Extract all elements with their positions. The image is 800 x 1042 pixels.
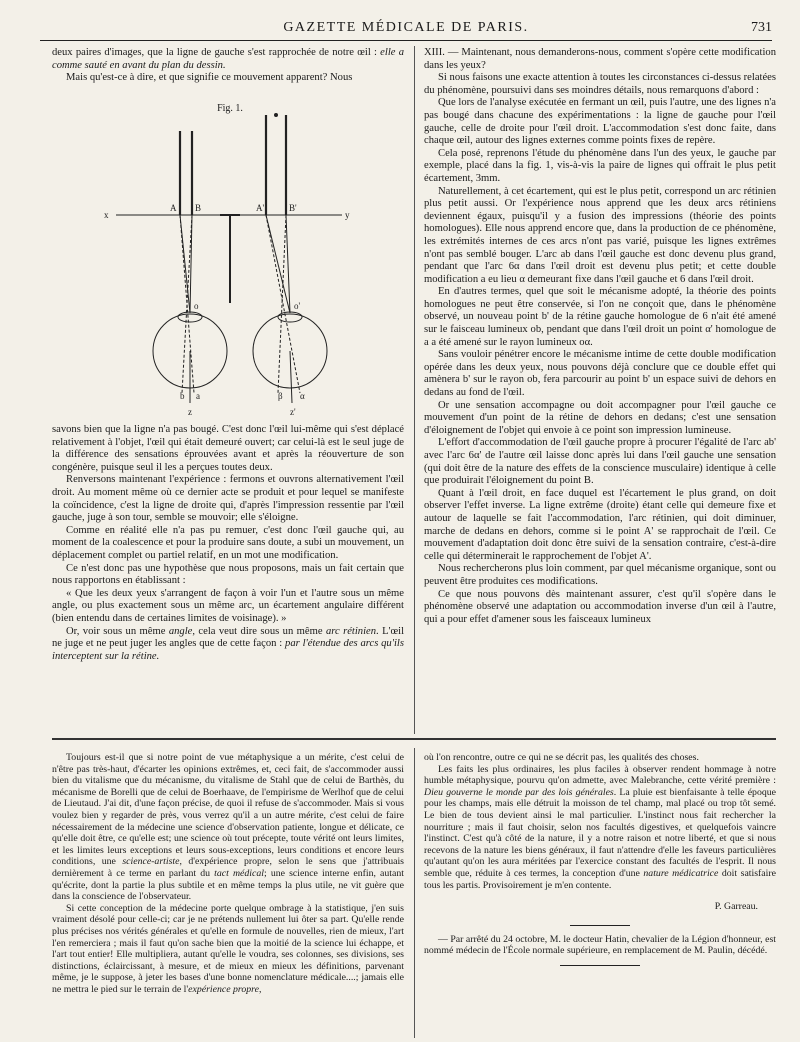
left-column-bottom [52, 424, 404, 663]
section-divider [52, 738, 776, 740]
text: . La pluie est bienfaisante à telle époque pour les champs, mais elle détruit la moisson de tel champ, mal placé ou trop tôt semé. Le bien de tous devient ainsi le mal particulier. L'instinct nous fait rechercher la nourriture ; mais il faut choisir, selon nos facultés digestives, et quelquefois vaincre l'instinct. C'est qu'à côté de la nature, il y a notre raison et notre liberté, et que si nous recevons de la nature les biens généraux, il faut n'attendre d'elle les faveurs particulières qu'autant qu'on les aura méritées par l'exercice constant des facultés de l'esprit. Il nous semble que, réduite à ces termes, la conception d'une [424, 786, 776, 879]
paragraph: savons bien que la ligne n'a pas bougé. C'est donc l'œil lui-même qui s'est déplacé relativement à l'objet, l'œil qui était demeuré ouvert; car celui-là est le seul juge de la différence des sensations éprouvées avant et après la réouverture de son congénère, puisque seul il les a perçues toutes deux. [52, 424, 404, 473]
figure-1 [60, 103, 400, 421]
paragraph [52, 626, 404, 664]
italic-text: par l'étendue des arcs qu'ils interceptent sur la rétine. [52, 638, 405, 662]
italic-text: elle a comme sauté en avant du plan du dessin. [52, 47, 404, 71]
paragraph: Naturellement, à cet écartement, qui est le plus petit, correspond un arc rétinien plus petit aussi. Or l'expérience nous apprend que les deux arcs rétiniens deviennent égaux, puisqu'il y a fusion des impressions (théorie des points homologues). Elle nous apprend encore que, dans la production de ce phénomène, les extrémités internes de ces arcs n'ont pas varié, puisque les lignes extrêmes n'ont pas semblé bouger. L'arc ab dans l'œil gauche est donc devenu plus grand, pendant que l'arc 6α dans l'œil droit est devenu plus petit; et cette double modification a eu lieu α demeurant fixe dans l'œil gauche et 6 dans l'œil droit. [424, 185, 776, 285]
italic-text: tact médical [214, 867, 264, 879]
figure-caption: Fig. 1. [217, 103, 243, 114]
paragraph: Sans vouloir pénétrer encore le mécanisme intime de cette double modification opérée dans les deux yeux, nous pouvons déjà conclure que ce double effet qui amènera b' sur le rayon ob, fera parcourir au point b' un espace suivi de dehors en dedans au fond de l'œil. [424, 349, 776, 399]
label-b: b [180, 391, 185, 401]
text: ; une science interne enfin, autant qu'écrite, dont la partie la plus subtile et en même temps la plus utile, ne vit guère que dans la conscience de l'observateur. [52, 867, 404, 903]
page-header [40, 18, 772, 41]
left-column-top [52, 47, 404, 85]
label-A2: A' [256, 203, 265, 213]
text: Si cette conception de la médecine porte quelque ombrage à la statistique, j'en suis vraiment désolé pour celle-ci; car je ne prétends nullement lui ôter sa part. Qu'elle rende plus précises nos vérités générales et qu'elle en formule de nouvelles, rien de mieux, l'art l'en remerciera ; mais il faut qu'on sache bien que la moitié de la science lui échappe, et l'art tout entier! Elle multipliera, autant qu'elle le voudra, ses colonnes, ses divisions, ses distinctions, éclaircissant, à mesure, et de mieux en mieux les définitions, parvenant même, je le suppose, à jeter les bases d'une bonne nomenclature médicale....; jamais elle ne mettra le pied sur le terrain de l' [52, 902, 404, 995]
quoted-statement: « Que les deux yeux s'arrangent de façon à voir l'un et l'autre sous un même angle, ou plus exactement sous un même arc, un écartement angulaire différent (bien entendu dans de certaines limites de voisinage). » [52, 587, 404, 624]
paragraph [52, 752, 404, 903]
text: . L'œil ne juge et ne peut juger les angles que de cette façon : [52, 625, 405, 650]
italic-text: arc rétinien [325, 625, 377, 637]
paragraph: Ce que nous pouvons dès maintenant assurer, c'est qu'il s'opère dans le phénomène observé une adaptation ou accommodation inverse d'un œil à l'autre, qui a pour effet d'amener sous les faisceaux lumineux [424, 588, 776, 625]
news-item: — Par arrêté du 24 octobre, M. le docteur Hatin, chevalier de la Légion d'honneur, est nommé médecin de l'École normale supérieure, en remplacement de M. Paulin, décédé. [424, 933, 776, 957]
italic-text: Dieu gouverne le monde par des lois générales [424, 786, 614, 798]
paragraph: Renversons maintenant l'expérience : fermons et ouvrons alternativement l'œil droit. Au moment même où ce dernier acte se produit et pour lequel se manifeste la coïncidence, c'est la ligne de droite qui, d'après l'impression ressentie par l'œil gauche, juge à son tour, semble se mouvoir; elle s'éloigne. [52, 474, 404, 524]
text: deux paires d'images, que la ligne de gauche s'est rapprochée de notre œil : [52, 47, 381, 58]
paragraph: En d'autres termes, quel que soit le mécanisme adopté, la théorie des points homologues ne peut être conservée, si l'on ne conçoit que, dans le phénomène observé, un nouveau point b' de la rétine gauche homologue de 6 n'ait été amené sur le faisceau lumineux ob, pendant que dans l'œil droit un point α' homologue de a a été amené sur le rayon lumineux oα. [424, 286, 776, 348]
paragraph: où l'on rencontre, outre ce qui ne se décrit pas, les qualités des choses. [424, 752, 699, 763]
journal-title: GAZETTE MÉDICALE DE PARIS. [283, 20, 529, 35]
text: Toujours est-il que si notre point de vue métaphysique a un mérite, c'est celui de n'être pas très-haut, d'écarter les opinions extrêmes, et, ceci fait, de s'accommoder aussi bien du vitalisme que du mécanisme, du vitalisme de Stahl que de celui de Barthès, du mécanisme de Borelli que de celui de Boerhaave, de l'empirisme de Werlhof que de celui de Lieutaud. J'ai dit, d'une façon précise, de quoi il refuse de s'accommoder. Mais si vous voulez bien y regarder de près, vous verrez qu'il a un autre mérite, c'est celui de faire nécessairement de la médecine une science d'observation patiente, longue et délicate, ce qu'elle doit être, ce qu'elle est; une science où tout précepte, toute vérité ont leurs limites, et les limites leurs exceptions et leurs sous-exceptions, leurs conditions et encore leurs conditions, une [52, 752, 404, 868]
paragraph: Or une sensation accompagne ou doit accompagner pour l'œil gauche ce mouvement d'un point de la rétine de dehors en dedans; c'est une sensation d'éloignement de l'objet qui envoie à ce point son impression lumineuse. [424, 399, 776, 436]
label-A: A [170, 203, 177, 213]
paragraph: L'effort d'accommodation de l'œil gauche propre à procurer l'égalité de l'arc ab' avec l'arc 6α' de l'autre œil laisse donc après lui dans l'œil gauche une sensation (qui doit être de la nature des effets de la conscience musculaire) identique à celle que produirait l'éloignement du point B. [424, 437, 776, 487]
paragraph [52, 47, 404, 72]
text: , d'expérience propre, selon le sens que j'attribuais dernièrement à ce terme en parlant du [52, 856, 404, 879]
italic-text: angle [168, 625, 193, 637]
label-alpha: α [300, 391, 305, 401]
column-divider [414, 46, 415, 734]
label-a: a [196, 391, 200, 401]
author-signature: P. Garreau. [714, 901, 758, 913]
text: Les faits les plus ordinaires, les plus faciles à observer rendent hommage à notre humble métaphysique, pourvu qu'on admette, avec Malebranche, cette vérité première : [424, 763, 776, 787]
paragraph [52, 903, 404, 996]
label-y: y [345, 210, 350, 220]
page-number: 731 [751, 20, 772, 35]
paragraph: Nous rechercherons plus loin comment, par quel mécanisme organique, sont ou peuvent être produites ces modifications. [424, 563, 776, 587]
paragraph: Que lors de l'analyse exécutée en fermant un œil, puis l'autre, une des lignes n'a pas bougé dans chacune des expérimentations : la ligne de gauche pour l'œil gauche, celle de droite pour l'œil droit. L'accommodation s'est donc faite, dans chaque œil, autour des lignes externes comme points fixes de repère. [424, 97, 776, 147]
label-o: o [194, 301, 199, 311]
section-heading: XIII. — Maintenant, nous demanderons-nous, comment s'opère cette modification dans les yeux? [424, 47, 776, 71]
label-z2: z' [290, 407, 296, 417]
divider [560, 965, 640, 966]
italic-text: expérience propre [188, 983, 259, 995]
paragraph: Quant à l'œil droit, en face duquel est l'écartement le plus grand, on doit observer l'effet inverse. La ligne extrême (droite) étant celle qui demeure fixe et autour de laquelle se fait l'accommodation, l'arc rétinien, qui doit diminuer, marche de dedans en dehors, comme si le point A' se rapprochait de l'œil. Ce mouvement d'adaptation doit donc être suivi de la sensation contraire, c'est-à-dire celle qui déterminerait le rapprochement de l'objet A'. [424, 487, 776, 562]
text: doit satisfaire tous les partis. Provisoirement je m'en contente. [424, 867, 776, 891]
text: Or, voir sous un même [66, 625, 169, 637]
label-z: z [188, 407, 192, 417]
feuilleton-left [52, 752, 404, 995]
italic-text: nature médicatrice [643, 867, 719, 879]
italic-text: science-artiste [122, 856, 180, 868]
paragraph: Ce n'est donc pas une hypothèse que nous proposons, mais un fait certain que nous rapportons en établissant : [52, 562, 404, 587]
paragraph: Mais qu'est-ce à dire, et que signifie ce mouvement apparent? Nous [66, 72, 353, 84]
right-column [424, 47, 776, 626]
eye-diagram [60, 103, 400, 421]
feuilleton-right [424, 752, 776, 966]
paragraph: Cela posé, reprenons l'étude du phénomène dans l'un des yeux, le gauche par exemple, placé dans la fig. 1, vis-à-vis la paire de lignes qui offrait le plus petit écartement, 3mm. [424, 147, 776, 184]
paragraph: Si nous faisons une exacte attention à toutes les circonstances ci-dessus relatées du phénomène, poursuivi dans ses moindres détails, nous remarquons d'abord : [424, 72, 776, 96]
label-B: B [195, 203, 202, 213]
label-x: x [104, 210, 109, 220]
divider [570, 925, 630, 926]
label-B2: B' [289, 203, 297, 213]
paragraph [424, 764, 776, 892]
label-beta: β [278, 391, 283, 401]
text: , cela veut dire sous un même [192, 625, 326, 637]
label-o2: o' [294, 301, 301, 311]
footnote-column-divider [414, 748, 415, 1038]
paragraph: Comme en réalité elle n'a pas pu remuer, c'est donc l'œil gauche qui, au moment de la coalescence et pour la produire sans doute, a subi un mouvement, un déplacement complet ou partiel relatif, en un mot une modification. [52, 524, 404, 561]
text: , [258, 983, 262, 995]
